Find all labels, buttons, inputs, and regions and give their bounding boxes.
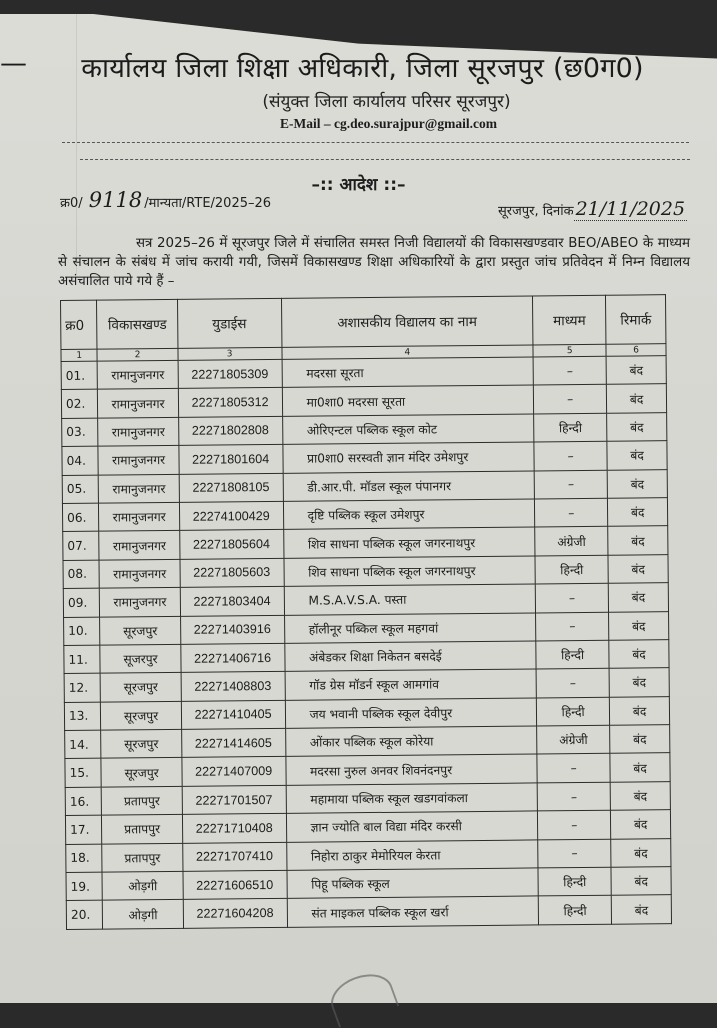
cell-sn: 17. — [65, 815, 102, 844]
header-sn: क्र0 — [61, 300, 98, 349]
cell-name: गॉड ग्रेस मॉडर्न स्कूल आमगांव — [285, 669, 537, 700]
cell-medium: हिन्दी — [538, 867, 611, 896]
cell-udise: 22271707410 — [182, 842, 286, 871]
cell-name: जय भवानी पब्लिक स्कूल देवीपुर — [285, 698, 537, 729]
cell-name: ओरिएन्टल पब्लिक स्कूल कोट — [282, 414, 534, 445]
colnum-3: 3 — [178, 347, 282, 360]
cell-block: प्रतापपुर — [102, 786, 182, 815]
cell-remark: बंद — [610, 725, 670, 754]
cell-block: रामानुजनगर — [98, 360, 178, 389]
cell-sn: 15. — [65, 759, 102, 788]
cell-name: संत माइकल पब्लिक स्कूल खर्रा — [287, 896, 539, 927]
colnum-6: 6 — [606, 344, 666, 357]
cell-block: रामानुजनगर — [98, 417, 178, 446]
reference-number — [60, 188, 271, 212]
table-row — [66, 895, 671, 929]
cell-udise: 22271414605 — [181, 728, 285, 757]
cell-remark: बंद — [607, 441, 667, 470]
cell-remark: बंद — [610, 696, 670, 725]
cell-sn: 03. — [62, 418, 99, 447]
cell-remark: बंद — [610, 782, 670, 811]
cell-medium: अंग्रेजी — [537, 725, 610, 754]
date-handwritten: 21/11/2025 — [575, 198, 686, 220]
cell-udise: 22271805603 — [180, 558, 284, 587]
cell-remark: बंद — [607, 412, 667, 441]
cell-medium: – — [537, 782, 610, 811]
cell-udise: 22274100429 — [179, 501, 283, 530]
cell-udise: 22271802808 — [178, 416, 282, 445]
colnum-4: 4 — [282, 345, 534, 359]
cell-sn: 04. — [62, 446, 99, 475]
cell-medium: – — [538, 810, 611, 839]
cell-medium: – — [536, 612, 609, 641]
cell-block: रामानुजनगर — [99, 559, 179, 588]
cell-sn: 05. — [62, 475, 99, 504]
header-divider-dotted — [62, 142, 689, 143]
colnum-5: 5 — [533, 344, 606, 357]
cell-remark: बंद — [611, 895, 671, 924]
cell-name: प्रा0शा0 सरस्वती ज्ञान मंदिर उमेशपुर — [282, 442, 534, 473]
cell-block: सूरजपुर — [101, 673, 181, 702]
cell-name: शिव साधना पब्लिक स्कूल जगरनाथपुर — [284, 556, 536, 587]
cell-sn: 14. — [65, 730, 102, 759]
cell-sn: 07. — [63, 531, 100, 560]
cell-medium: अंग्रेजी — [535, 527, 608, 556]
cell-block: रामानुजनगर — [99, 502, 179, 531]
cell-sn: 13. — [64, 702, 101, 731]
ref-suffix: /मान्यता/RTE/2025–26 — [144, 196, 272, 211]
cell-name: मदरसा नुरुल अनवर शिवनंदनपुर — [285, 754, 537, 785]
cell-sn: 19. — [66, 872, 103, 901]
cell-name: पिहू पब्लिक स्कूल — [287, 868, 539, 899]
cell-medium: – — [535, 498, 608, 527]
cell-remark: बंद — [608, 554, 668, 583]
closed-schools-table — [60, 294, 672, 930]
cell-udise: 22271805604 — [179, 530, 283, 559]
cell-name: मा0शा0 मदरसा सूरता — [282, 385, 534, 416]
cell-udise: 22271407009 — [182, 757, 286, 786]
cell-sn: 20. — [66, 901, 103, 930]
cell-udise: 22271805309 — [178, 359, 282, 388]
cell-block: सूरजपुर — [101, 701, 181, 730]
cell-medium: – — [534, 441, 607, 470]
cell-sn: 06. — [62, 503, 99, 532]
cell-udise: 22271408803 — [181, 672, 285, 701]
office-title-text: कार्यालय जिला शिक्षा अधिकारी, जिला सूरजपुर (छ0ग0) — [81, 53, 644, 84]
cell-sn: 08. — [63, 560, 100, 589]
order-body-text: सत्र 2025–26 में सूरजपुर जिले में संचालित समस्त निजी विद्यालयों की विकासखण्डवार BEO/ABEO के माध्यम से संचालन के संबंध में जांच करायी गयी, जिसमें विकासखण्ड शिक्षा अधिकारियों के द्वारा प्रस्तुत जांच प्रतिवेदन में निम्न विद्यालय असंचालित पाये गये हैं – — [58, 236, 690, 289]
cell-name: ओंकार पब्लिक स्कूल कोरेया — [285, 726, 537, 757]
title-dash: — — [0, 48, 28, 79]
cell-udise: 22271406716 — [180, 643, 284, 672]
cell-udise: 22271808105 — [179, 473, 283, 502]
cell-remark: बंद — [606, 356, 666, 385]
cell-block: रामानुजनगर — [99, 531, 179, 560]
cell-block: प्रतापपुर — [102, 815, 182, 844]
cell-block: रामानुजनगर — [99, 474, 179, 503]
cell-medium: – — [536, 669, 609, 698]
place-date-label: सूरजपुर, दिनांक — [498, 204, 574, 219]
cell-block: रामानुजनगर — [98, 446, 178, 475]
cell-block: प्रतापपुर — [102, 843, 182, 872]
header-divider-dotted-2 — [80, 159, 690, 160]
cell-name: दृष्टि पब्लिक स्कूल उमेशपुर — [283, 499, 535, 530]
cell-remark: बंद — [608, 583, 668, 612]
cell-udise: 22271805312 — [178, 388, 282, 417]
order-heading: –:: आदेश ::– — [311, 175, 406, 195]
cell-udise: 22271606510 — [183, 870, 287, 899]
cell-remark: बंद — [609, 611, 669, 640]
cell-udise: 22271604208 — [183, 899, 287, 928]
cell-medium: – — [535, 583, 608, 612]
cell-block: सूरजपुर — [101, 758, 181, 787]
cell-name: शिव साधना पब्लिक स्कूल जगरनाथपुर — [283, 527, 535, 558]
office-subtitle: (संयुक्त जिला कार्यालय परिसर सूरजपुर) — [262, 92, 511, 112]
header-school-name: अशासकीय विद्यालय का नाम — [281, 296, 533, 347]
cell-medium: – — [537, 754, 610, 783]
cell-name: हॉलीनूर पब्किल स्कूल महगवां — [284, 612, 536, 643]
cell-block: सूरजपुर — [101, 729, 181, 758]
cell-remark: बंद — [607, 469, 667, 498]
cell-remark: बंद — [607, 384, 667, 413]
cell-sn: 09. — [63, 588, 100, 617]
cell-name: ज्ञान ज्योति बाल विद्या मंदिर करसी — [286, 811, 538, 842]
cell-name: M.S.A.V.S.A. पस्ता — [284, 584, 536, 615]
cell-remark: बंद — [611, 838, 671, 867]
cell-udise: 22271803404 — [180, 586, 284, 615]
cell-udise: 22271710408 — [182, 814, 286, 843]
cell-medium: हिन्दी — [535, 555, 608, 584]
table-header-row — [61, 295, 666, 350]
cell-remark: बंद — [609, 668, 669, 697]
cell-medium: हिन्दी — [536, 697, 609, 726]
place-date — [498, 198, 687, 220]
cell-udise: 22271801604 — [179, 445, 283, 474]
cell-block: ओड़गी — [102, 871, 182, 900]
cell-udise: 22271701507 — [182, 785, 286, 814]
cell-remark: बंद — [610, 753, 670, 782]
cell-remark: बंद — [611, 810, 671, 839]
cell-sn: 01. — [61, 361, 98, 390]
ref-prefix: क्र0/ — [60, 196, 83, 211]
cell-name: महामाया पब्लिक स्कूल खडगवांकला — [286, 783, 538, 814]
colnum-2: 2 — [97, 348, 177, 361]
ref-number-handwritten: 9118 — [88, 188, 143, 212]
cell-udise: 22271410405 — [181, 700, 285, 729]
letterhead — [0, 48, 717, 132]
cell-medium: हिन्दी — [536, 640, 609, 669]
cell-block: रामानुजनगर — [98, 389, 178, 418]
header-medium: माध्यम — [533, 295, 606, 345]
header-udise: युडाईस — [177, 298, 281, 348]
cell-name: मदरसा सूरता — [282, 357, 534, 388]
cell-sn: 16. — [65, 787, 102, 816]
cell-remark: बंद — [608, 498, 668, 527]
cell-medium: – — [533, 356, 606, 385]
cell-name: अंबेडकर शिक्षा निकेतन बसदेई — [284, 641, 536, 672]
cell-sn: 12. — [64, 673, 101, 702]
cell-medium: हिन्दी — [538, 896, 611, 925]
header-block: विकासखण्ड — [97, 299, 178, 349]
order-body — [58, 234, 690, 291]
office-email: E-Mail – cg.deo.surajpur@gmail.com — [280, 116, 497, 131]
cell-remark: बंद — [611, 867, 671, 896]
cell-udise: 22271403916 — [180, 615, 284, 644]
cell-block: सूजरपुर — [100, 644, 180, 673]
cell-sn: 02. — [61, 390, 98, 419]
colnum-1: 1 — [61, 349, 98, 361]
cell-remark: बंद — [609, 640, 669, 669]
cell-medium: – — [533, 385, 606, 414]
cell-name: निहोरा ठाकुर मेमोरियल केरता — [286, 840, 538, 871]
cell-sn: 10. — [64, 617, 101, 646]
cell-name: डी.आर.पी. मॉडल स्कूल पंपानगर — [283, 471, 535, 502]
cell-medium: – — [534, 470, 607, 499]
cell-block: सूरजपुर — [100, 616, 180, 645]
cell-medium: हिन्दी — [534, 413, 607, 442]
cell-sn: 11. — [64, 645, 101, 674]
cell-sn: 18. — [66, 844, 103, 873]
header-remark: रिमार्क — [606, 295, 666, 345]
office-title — [0, 48, 717, 85]
cell-block: ओड़गी — [103, 900, 183, 929]
cell-remark: बंद — [608, 526, 668, 555]
cell-block: रामानुजनगर — [100, 587, 180, 616]
cell-medium: – — [538, 839, 611, 868]
